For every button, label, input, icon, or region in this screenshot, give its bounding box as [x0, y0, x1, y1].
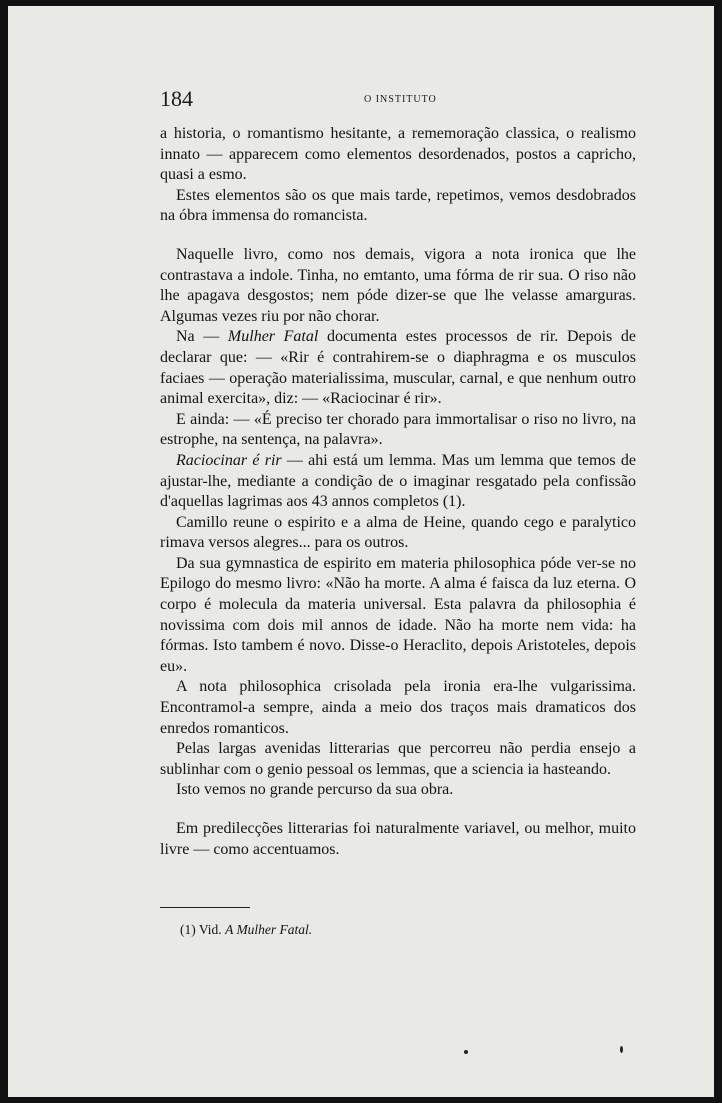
footnote-title: A Mulher Fatal. [225, 922, 313, 937]
footnote-divider [160, 907, 250, 908]
paragraph-9: A nota philosophica crisolada pela ironia era-lhe vulgarissima. Encontramol-a sempre, ainda a meio dos traços mais dramaticos dos enredos romanticos. [160, 678, 636, 737]
body-text [160, 124, 636, 860]
paragraph-12: Em predilecções litterarias foi naturalmente variavel, ou melhor, muito livre — como accentuamos. [160, 820, 636, 858]
ink-speck [620, 1046, 623, 1053]
paragraph-10: Pelas largas avenidas litterarias que percorreu não perdia ensejo a sublinhar com o genio pessoal os lemmas, que a sciencia ia hasteando. [160, 740, 636, 778]
paragraph-7: Camillo reune o espirito e a alma de Heine, quando cego e paralytico rimava versos alegres... para os outros. [160, 513, 636, 552]
paragraph-6: Raciocinar é rir — ahi está um lemma. Mas um lemma que temos de ajustar-lhe, mediante a condição de o imaginar resgatado pela confissão d'aquellas lagrimas aos 43 annos completos (1). [160, 451, 636, 511]
paragraph-11: Isto vemos no grande percurso da sua obra. [176, 781, 454, 799]
paragraph-3: Naquelle livro, como nos demais, vigora a nota ironica que lhe contrastava a indole. Tinha, no emtanto, uma fórma de rir sua. O riso não lhe apagava desgostos; nem póde dizer-se que lhe velasse amarguras. Algumas vezes riu por não chorar. [160, 245, 636, 325]
paragraph-2: Estes elementos são os que mais tarde, repetimos, vemos desdobrados na óbra immensa do romancista. [160, 186, 636, 225]
paragraph-1: a historia, o romantismo hesitante, a rememoração classica, o realismo innato — apparecem como elementos desordenados, postos a capricho, quasi a esmo. [160, 125, 636, 184]
footnote: (1) Vid. A Mulher Fatal. [180, 922, 313, 937]
paragraph-8: Da sua gymnastica de espirito em materia philosophica póde ver-se no Epilogo do mesmo livro: «Não ha morte. A alma é faisca da luz eterna. O corpo é molecula da materia universal. Esta palavra da philosophia é novissima com dois mil annos de idade. Não ha morte nem vida: ha fórmas. Isto tambem é novo. Disse-o Heraclito, depois Aristoteles, depois eu». [160, 554, 636, 675]
page-number: 184 [160, 86, 193, 111]
running-title: O INSTITUTO [364, 94, 437, 105]
work-title: Mulher Fatal [227, 328, 319, 346]
paragraph-4: Na — Mulher Fatal documenta estes processos de rir. Depois de declarar que: — «Rir é contrahirem-se o diaphragma e os musculos faciaes — operação materialissima, muscular, carnal, e que nenhum outro animal exercita», diz: — «Raciocinar é rir». [160, 328, 637, 408]
paragraph-5: E ainda: — «É preciso ter chorado para immortalisar o riso no livro, na estrophe, na sentença, na palavra». [160, 410, 636, 449]
page-header [160, 86, 640, 116]
book-page [8, 6, 714, 1097]
ink-speck [464, 1050, 468, 1054]
lemma-phrase: Raciocinar é rir [176, 451, 282, 469]
